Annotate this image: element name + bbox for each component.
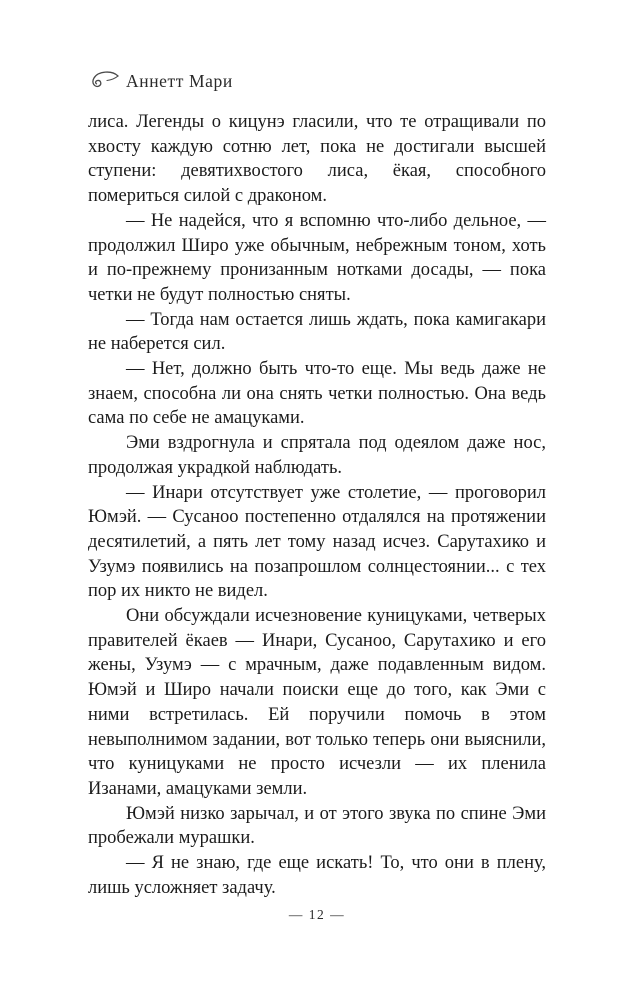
flourish-icon (88, 71, 120, 91)
body-paragraph: — Нет, должно быть что-то еще. Мы ведь даже не знаем, способна ли она снять четки полностью. Она ведь сама по себе не амацуками. (88, 359, 546, 429)
body-paragraph: Они обсуждали исчезновение куницуками, четверых правителей ёкаев — Инари, Сусаноо, Сарутахико и его жены, Узумэ — с мрачным, даже подавленным видом. Юмэй и Широ начали поиски еще до того, как Эми с ними встретилась. Ей поручили помочь в этом невыполнимом задании, вот только теперь они выяснили, что куницуками не просто исчезли — их пленила Изанами, амацуками земли. (88, 606, 546, 799)
body-paragraph: Юмэй низко зарычал, и от этого звука по спине Эми пробежали мурашки. (88, 803, 546, 849)
page-body (88, 110, 546, 901)
page-header (88, 68, 546, 94)
page-footer (88, 907, 546, 923)
body-paragraph: — Я не знаю, где еще искать! То, что они в плену, лишь усложняет задачу. (88, 853, 546, 898)
body-paragraph: — Тогда нам остается лишь ждать, пока камигакари не наберется сил. (88, 309, 546, 355)
body-paragraph: лиса. Легенды о кицунэ гласили, что те отращивали по хвосту каждую сотню лет, пока не достигали высшей ступени: девятихвостого лиса, ёкая, способного помериться силой с драконом. (88, 112, 546, 207)
body-paragraph: — Не надейся, что я вспомню что-либо дельное, — продолжил Широ уже обычным, небрежным тоном, хоть и по-прежнему пронизанным нотками досады, — пока четки не будут полностью сняты. (88, 210, 546, 305)
body-paragraph: Эми вздрогнула и спрятала под одеялом даже нос, продолжая украдкой наблюдать. (88, 433, 546, 478)
page-number: — 12 — (288, 907, 346, 922)
body-paragraph: — Инари отсутствует уже столетие, — проговорил Юмэй. — Сусаноо постепенно отдалялся на протяжении десятилетий, а пять лет тому назад исчез. Сарутахико и Узумэ появились на позапрошлом солнцестоянии... с тех пор их никто не видел. (88, 482, 546, 602)
author-name: Аннетт Мари (126, 70, 233, 91)
